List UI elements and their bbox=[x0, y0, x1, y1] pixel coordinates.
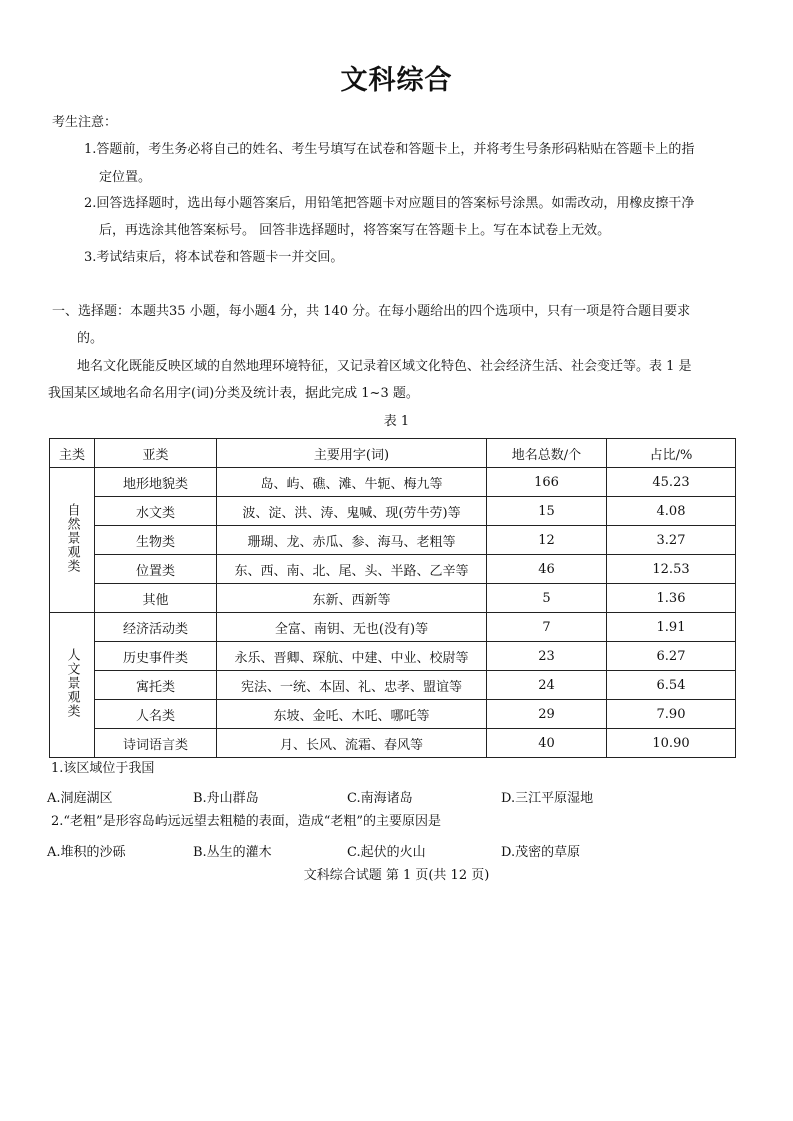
count: 46 bbox=[487, 555, 607, 584]
characters: 宪法、一统、本固、礼、忠孝、盟谊等 bbox=[217, 671, 487, 700]
sub-category: 历史事件类 bbox=[95, 642, 217, 671]
table-row bbox=[50, 700, 736, 729]
page-title: 文科综合 bbox=[340, 65, 453, 96]
percent: 10.90 bbox=[607, 729, 736, 758]
sub-category: 生物类 bbox=[95, 526, 217, 555]
characters: 月、长风、流霜、春风等 bbox=[217, 729, 487, 758]
percent: 6.27 bbox=[607, 642, 736, 671]
sub-category: 诗词语言类 bbox=[95, 729, 217, 758]
count: 12 bbox=[487, 526, 607, 555]
notice-item-1-line-2: 定位置。 bbox=[99, 170, 152, 185]
count: 7 bbox=[487, 613, 607, 642]
characters: 东新、西新等 bbox=[217, 584, 487, 613]
option-b[interactable]: B.丛生的灌木 bbox=[193, 845, 272, 860]
option-d[interactable]: D.茂密的草原 bbox=[501, 845, 581, 860]
percent: 7.90 bbox=[607, 700, 736, 729]
header-percent: 占比/% bbox=[607, 439, 736, 468]
option-c[interactable]: C.起伏的火山 bbox=[347, 845, 426, 860]
table-header-row bbox=[50, 439, 736, 468]
table-row bbox=[50, 671, 736, 700]
table-row bbox=[50, 555, 736, 584]
option-c[interactable]: C.南海诸岛 bbox=[347, 791, 413, 806]
characters: 岛、屿、礁、滩、牛轭、梅九等 bbox=[217, 468, 487, 497]
table-row bbox=[50, 526, 736, 555]
characters: 珊瑚、龙、赤瓜、参、海马、老粗等 bbox=[217, 526, 487, 555]
table-caption: 表 1 bbox=[383, 414, 410, 429]
count: 40 bbox=[487, 729, 607, 758]
count: 23 bbox=[487, 642, 607, 671]
table-row bbox=[50, 468, 736, 497]
percent: 1.36 bbox=[607, 584, 736, 613]
count: 166 bbox=[487, 468, 607, 497]
page-footer: 文科综合试题 第 1 页(共 12 页) bbox=[303, 868, 490, 883]
notice-label: 考生注意： bbox=[52, 115, 118, 130]
notice-item-2-line-2: 后，再选涂其他答案标号。 回答非选择题时，将答案写在答题卡上。写在本试卷上无效。 bbox=[99, 223, 611, 238]
section-heading-line-2: 的。 bbox=[77, 331, 104, 346]
count: 24 bbox=[487, 671, 607, 700]
percent: 45.23 bbox=[607, 468, 736, 497]
notice-item-1-line-1: 1.答题前，考生务必将自己的姓名、考生号填写在试卷和答题卡上，并将考生号条形码粘贴在答题卡上的指 bbox=[84, 142, 695, 157]
table-row bbox=[50, 497, 736, 526]
characters: 全富、南钥、无也(没有)等 bbox=[217, 613, 487, 642]
sub-category: 位置类 bbox=[95, 555, 217, 584]
table-row bbox=[50, 584, 736, 613]
characters: 东、西、南、北、尾、头、半路、乙辛等 bbox=[217, 555, 487, 584]
characters: 东坡、金吒、木吒、哪吒等 bbox=[217, 700, 487, 729]
percent: 4.08 bbox=[607, 497, 736, 526]
count: 5 bbox=[487, 584, 607, 613]
option-a[interactable]: A.堆积的沙砾 bbox=[47, 845, 126, 860]
sub-category: 水文类 bbox=[95, 497, 217, 526]
percent: 3.27 bbox=[607, 526, 736, 555]
characters: 波、淀、洪、涛、鬼喊、现(劳牛劳)等 bbox=[217, 497, 487, 526]
question-1-stem: 1.该区域位于我国 bbox=[51, 761, 155, 776]
table-row bbox=[50, 613, 736, 642]
sub-category: 寓托类 bbox=[95, 671, 217, 700]
section-heading-line-1: 一、选择题：本题共35 小题，每小题4 分，共 140 分。在每小题给出的四个选项中，只有一项是符合题目要求 bbox=[52, 304, 691, 319]
header-characters: 主要用字(词) bbox=[217, 439, 487, 468]
sub-category: 地形地貌类 bbox=[95, 468, 217, 497]
table-row bbox=[50, 729, 736, 758]
option-d[interactable]: D.三江平原湿地 bbox=[501, 791, 594, 806]
characters: 永乐、晋卿、琛航、中建、中业、校尉等 bbox=[217, 642, 487, 671]
notice-item-3: 3.考试结束后，将本试卷和答题卡一并交回。 bbox=[84, 250, 344, 265]
percent: 12.53 bbox=[607, 555, 736, 584]
sub-category: 人名类 bbox=[95, 700, 217, 729]
table-row bbox=[50, 642, 736, 671]
count: 29 bbox=[487, 700, 607, 729]
notice-item-2-line-1: 2.回答选择题时，选出每小题答案后，用铅笔把答题卡对应题目的答案标号涂黑。如需改动，用橡皮擦干净 bbox=[84, 196, 695, 211]
option-b[interactable]: B.舟山群岛 bbox=[193, 791, 259, 806]
place-name-table bbox=[49, 438, 736, 758]
count: 15 bbox=[487, 497, 607, 526]
header-main-category: 主类 bbox=[50, 439, 95, 468]
question-2-stem: 2.“老粗”是形容岛屿远远望去粗糙的表面，造成“老粗”的主要原因是 bbox=[51, 814, 441, 829]
sub-category: 其他 bbox=[95, 584, 217, 613]
sub-category: 经济活动类 bbox=[95, 613, 217, 642]
percent: 1.91 bbox=[607, 613, 736, 642]
option-a[interactable]: A.洞庭湖区 bbox=[47, 791, 113, 806]
main-category-natural: 自然景观类 bbox=[50, 468, 95, 613]
intro-line-1: 地名文化既能反映区域的自然地理环境特征，又记录着区域文化特色、社会经济生活、社会变迁等。表 1 是 bbox=[77, 359, 692, 374]
intro-line-2: 我国某区域地名命名用字(词)分类及统计表，据此完成 1~3 题。 bbox=[48, 386, 419, 401]
header-count: 地名总数/个 bbox=[487, 439, 607, 468]
header-sub-category: 亚类 bbox=[95, 439, 217, 468]
percent: 6.54 bbox=[607, 671, 736, 700]
main-category-cultural: 人文景观类 bbox=[50, 613, 95, 758]
